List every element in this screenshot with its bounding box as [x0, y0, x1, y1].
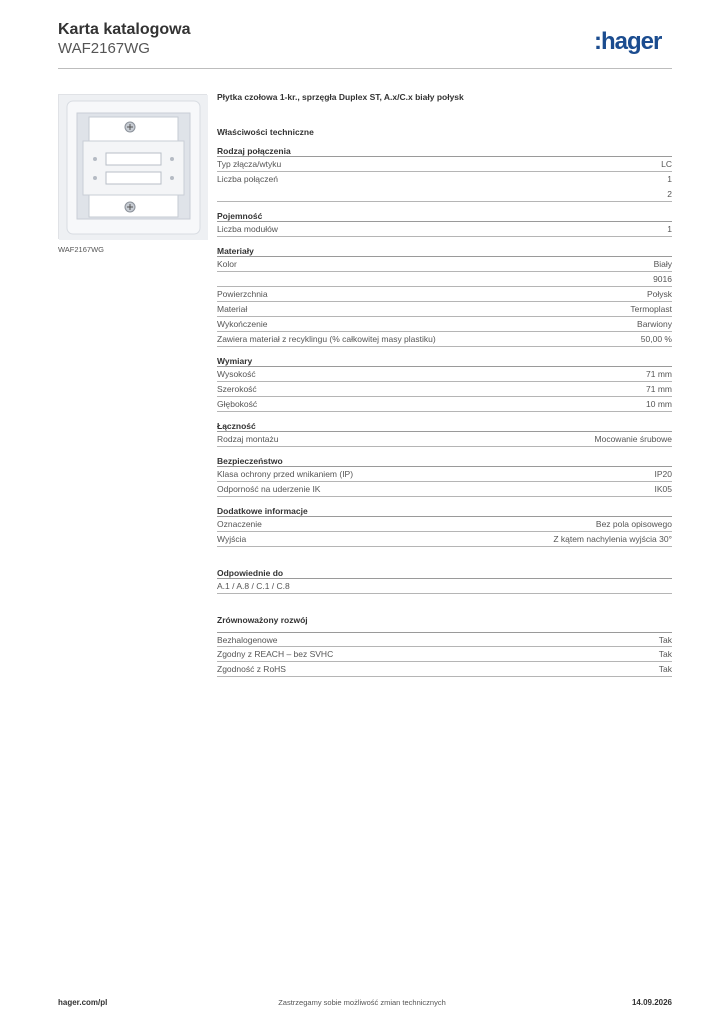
table-row — [217, 579, 672, 594]
row-value: 10 mm — [646, 399, 672, 409]
row-value: Z kątem nachylenia wyjścia 30° — [553, 534, 672, 544]
group-safety — [217, 455, 672, 497]
row-label: Typ złącza/wtyku — [217, 159, 282, 169]
group-capacity — [217, 210, 672, 237]
table-row — [217, 332, 672, 347]
row-label: Wykończenie — [217, 319, 268, 329]
group-title: Rodzaj połączenia — [217, 145, 672, 157]
row-value: Tak — [658, 664, 672, 674]
row-label: Bezhalogenowe — [217, 635, 278, 645]
row-value: 9016 — [653, 274, 672, 284]
group-dimensions — [217, 355, 672, 412]
table-row — [217, 172, 672, 187]
group-title: Pojemność — [217, 210, 672, 222]
image-caption: WAF2167WG — [58, 245, 104, 254]
footer-notice: Zastrzegamy sobie możliwość zmian technicznych — [278, 998, 446, 1007]
table-row — [217, 257, 672, 272]
group-title: Bezpieczeństwo — [217, 455, 672, 467]
group-materials — [217, 245, 672, 347]
table-row — [217, 222, 672, 237]
header-divider — [58, 68, 672, 69]
footer-date: 14.09.2026 — [631, 998, 672, 1007]
group-title: Dodatkowe informacje — [217, 505, 672, 517]
table-row — [217, 432, 672, 447]
row-value: 1 — [667, 174, 672, 184]
group-title: Materiały — [217, 245, 672, 257]
group-title: Zrównoważony rozwój — [217, 615, 308, 625]
faceplate-drawing — [59, 95, 208, 240]
product-description: Płytka czołowa 1-kr., sprzęgła Duplex ST, A.x/C.x biały połysk — [217, 92, 464, 102]
row-value: IK05 — [654, 484, 672, 494]
table-row — [217, 397, 672, 412]
row-value: 2 — [667, 189, 672, 199]
row-label — [217, 187, 667, 201]
row-label: Liczba modułów — [217, 224, 278, 234]
row-value: Tak — [658, 649, 672, 659]
group-title: Wymiary — [217, 355, 672, 367]
table-row — [217, 482, 672, 497]
row-value: Termoplast — [630, 304, 672, 314]
group-sustainable — [217, 614, 672, 677]
row-value: Połysk — [646, 289, 672, 299]
row-value: 50,00 % — [640, 334, 672, 344]
row-label: Odporność na uderzenie IK — [217, 484, 321, 494]
row-label: Kolor — [217, 259, 237, 269]
row-value: 71 mm — [646, 384, 672, 394]
table-row — [217, 287, 672, 302]
logo-text: :hager — [594, 28, 662, 55]
row-value: Mocowanie śrubowe — [594, 434, 672, 444]
product-code: WAF2167WG — [58, 40, 150, 57]
row-label: Liczba połączeń — [217, 174, 278, 184]
row-value: 71 mm — [646, 369, 672, 379]
table-row — [217, 302, 672, 317]
row-value: 1 — [667, 224, 672, 234]
row-label: Głębokość — [217, 399, 258, 409]
document-title: Karta katalogowa — [58, 21, 191, 38]
row-label: Zgodność z RoHS — [217, 664, 286, 674]
table-row — [217, 382, 672, 397]
table-row — [217, 157, 672, 172]
row-value: Tak — [658, 635, 672, 645]
group-title: Odpowiednie do — [217, 567, 672, 579]
row-label: Wyjścia — [217, 534, 247, 544]
row-value: IP20 — [654, 469, 672, 479]
group-connection — [217, 145, 672, 202]
row-label: Oznaczenie — [217, 519, 262, 529]
table-row — [217, 367, 672, 382]
group-title: Łączność — [217, 420, 672, 432]
row-label: Szerokość — [217, 384, 257, 394]
table-row — [217, 272, 672, 287]
row-label: Zgodny z REACH – bez SVHC — [217, 649, 334, 659]
row-value: Bez pola opisowego — [595, 519, 672, 529]
row-label: Wysokość — [217, 369, 256, 379]
row-label: Powierzchnia — [217, 289, 268, 299]
table-row — [217, 647, 672, 662]
hager-logo — [594, 28, 661, 56]
table-row — [217, 517, 672, 532]
table-row — [217, 632, 672, 647]
product-details — [217, 92, 672, 677]
row-value: Barwiony — [637, 319, 672, 329]
footer-website-link[interactable]: hager.com/pl — [58, 998, 108, 1007]
product-image — [58, 94, 207, 239]
table-row — [217, 532, 672, 547]
tech-properties-heading: Właściwości techniczne — [217, 127, 314, 137]
table-row — [217, 662, 672, 677]
row-label: Rodzaj montażu — [217, 434, 279, 444]
group-additional — [217, 505, 672, 547]
table-row — [217, 467, 672, 482]
table-row — [217, 187, 672, 202]
group-connectivity — [217, 420, 672, 447]
row-value: LC — [661, 159, 672, 169]
row-label: A.1 / A.8 / C.1 / C.8 — [217, 581, 290, 591]
row-label — [217, 272, 653, 286]
row-label: Klasa ochrony przed wnikaniem (IP) — [217, 469, 354, 479]
table-row — [217, 317, 672, 332]
group-suitable — [217, 567, 672, 594]
row-value: Biały — [653, 259, 672, 269]
row-label: Materiał — [217, 304, 248, 314]
row-label: Zawiera materiał z recyklingu (% całkowitej masy plastiku) — [217, 334, 436, 344]
